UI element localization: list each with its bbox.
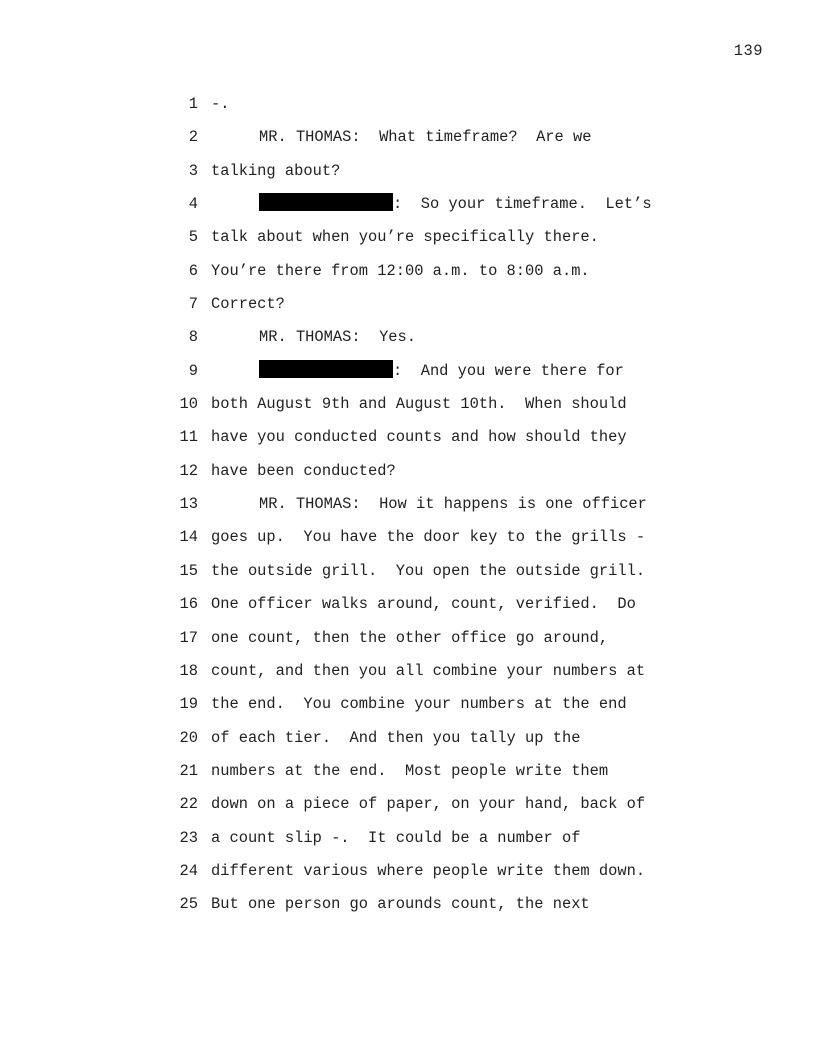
transcript-line — [0, 259, 816, 292]
line-text: : And you were there for — [393, 361, 624, 380]
transcript-line — [0, 759, 816, 792]
transcript-line — [0, 492, 816, 525]
line-number: 22 — [179, 795, 198, 814]
transcript-line — [0, 425, 816, 458]
line-text-redacted — [211, 192, 652, 216]
line-text: MR. THOMAS: What timeframe? Are we — [259, 128, 592, 147]
line-number: 20 — [179, 728, 198, 747]
line-text: MR. THOMAS: Yes. — [259, 328, 417, 347]
transcript-line — [0, 459, 816, 492]
transcript-line — [0, 359, 816, 392]
line-number: 19 — [179, 695, 198, 714]
line-text: down on a piece of paper, on your hand, back of — [211, 795, 646, 814]
line-text: a count slip -. It could be a number of — [211, 828, 581, 847]
line-text: both August 9th and August 10th. When should — [211, 395, 627, 414]
line-text-redacted — [211, 359, 624, 383]
line-text: talking about? — [211, 161, 341, 180]
line-number: 23 — [179, 828, 198, 847]
line-text: have been conducted? — [211, 461, 396, 480]
line-text: Correct? — [211, 295, 285, 314]
line-text: different various where people write them down. — [211, 861, 646, 880]
transcript-line — [0, 726, 816, 759]
line-number: 24 — [179, 861, 198, 880]
transcript-line — [0, 859, 816, 892]
transcript-line — [0, 392, 816, 425]
line-text: -. — [211, 95, 230, 113]
line-number: 21 — [179, 761, 198, 780]
line-number: 12 — [179, 461, 198, 480]
transcript-body — [0, 92, 816, 926]
line-text: numbers at the end. Most people write them — [211, 761, 609, 780]
line-text: talk about when you’re specifically there. — [211, 228, 599, 247]
transcript-line — [0, 826, 816, 859]
line-number: 6 — [188, 261, 198, 280]
transcript-line — [0, 92, 816, 125]
line-number: 7 — [188, 295, 198, 314]
line-text: : So your timeframe. Let’s — [393, 195, 652, 214]
transcript-line — [0, 592, 816, 625]
transcript-line — [0, 692, 816, 725]
transcript-line — [0, 192, 816, 225]
line-number: 16 — [179, 595, 198, 614]
line-number: 15 — [179, 561, 198, 580]
transcript-line — [0, 626, 816, 659]
redaction-box — [259, 193, 393, 211]
line-text: MR. THOMAS: How it happens is one officer — [259, 495, 647, 514]
transcript-line — [0, 292, 816, 325]
line-text: count, and then you all combine your numbers at — [211, 661, 646, 680]
transcript-line — [0, 659, 816, 692]
line-number: 11 — [179, 428, 198, 447]
line-text: goes up. You have the door key to the grills - — [211, 528, 646, 547]
line-text: the outside grill. You open the outside grill. — [211, 561, 646, 580]
transcript-line — [0, 125, 816, 158]
line-number: 18 — [179, 661, 198, 680]
line-text: One officer walks around, count, verified. Do — [211, 595, 636, 614]
line-number: 5 — [188, 228, 198, 247]
line-number: 2 — [188, 128, 198, 147]
line-text: of each tier. And then you tally up the — [211, 728, 581, 747]
line-text: have you conducted counts and how should they — [211, 428, 627, 447]
transcript-line — [0, 325, 816, 358]
line-text: one count, then the other office go around, — [211, 628, 609, 647]
page-number: 139 — [733, 42, 763, 60]
line-number: 25 — [179, 895, 198, 914]
line-number: 3 — [188, 161, 198, 180]
line-number: 14 — [179, 528, 198, 547]
transcript-line — [0, 225, 816, 258]
line-text: But one person go arounds count, the next — [211, 895, 590, 914]
transcript-line — [0, 525, 816, 558]
line-number: 10 — [179, 395, 198, 414]
transcript-line — [0, 159, 816, 192]
line-number: 17 — [179, 628, 198, 647]
transcript-line — [0, 559, 816, 592]
line-text: You’re there from 12:00 a.m. to 8:00 a.m. — [211, 261, 590, 280]
line-number: 1 — [188, 95, 198, 113]
line-number: 8 — [188, 328, 198, 347]
line-number: 13 — [179, 495, 198, 514]
line-number: 4 — [188, 195, 198, 214]
transcript-line — [0, 792, 816, 825]
line-number: 9 — [188, 361, 198, 380]
transcript-line — [0, 892, 816, 925]
line-text: the end. You combine your numbers at the end — [211, 695, 627, 714]
redaction-box — [259, 360, 393, 378]
